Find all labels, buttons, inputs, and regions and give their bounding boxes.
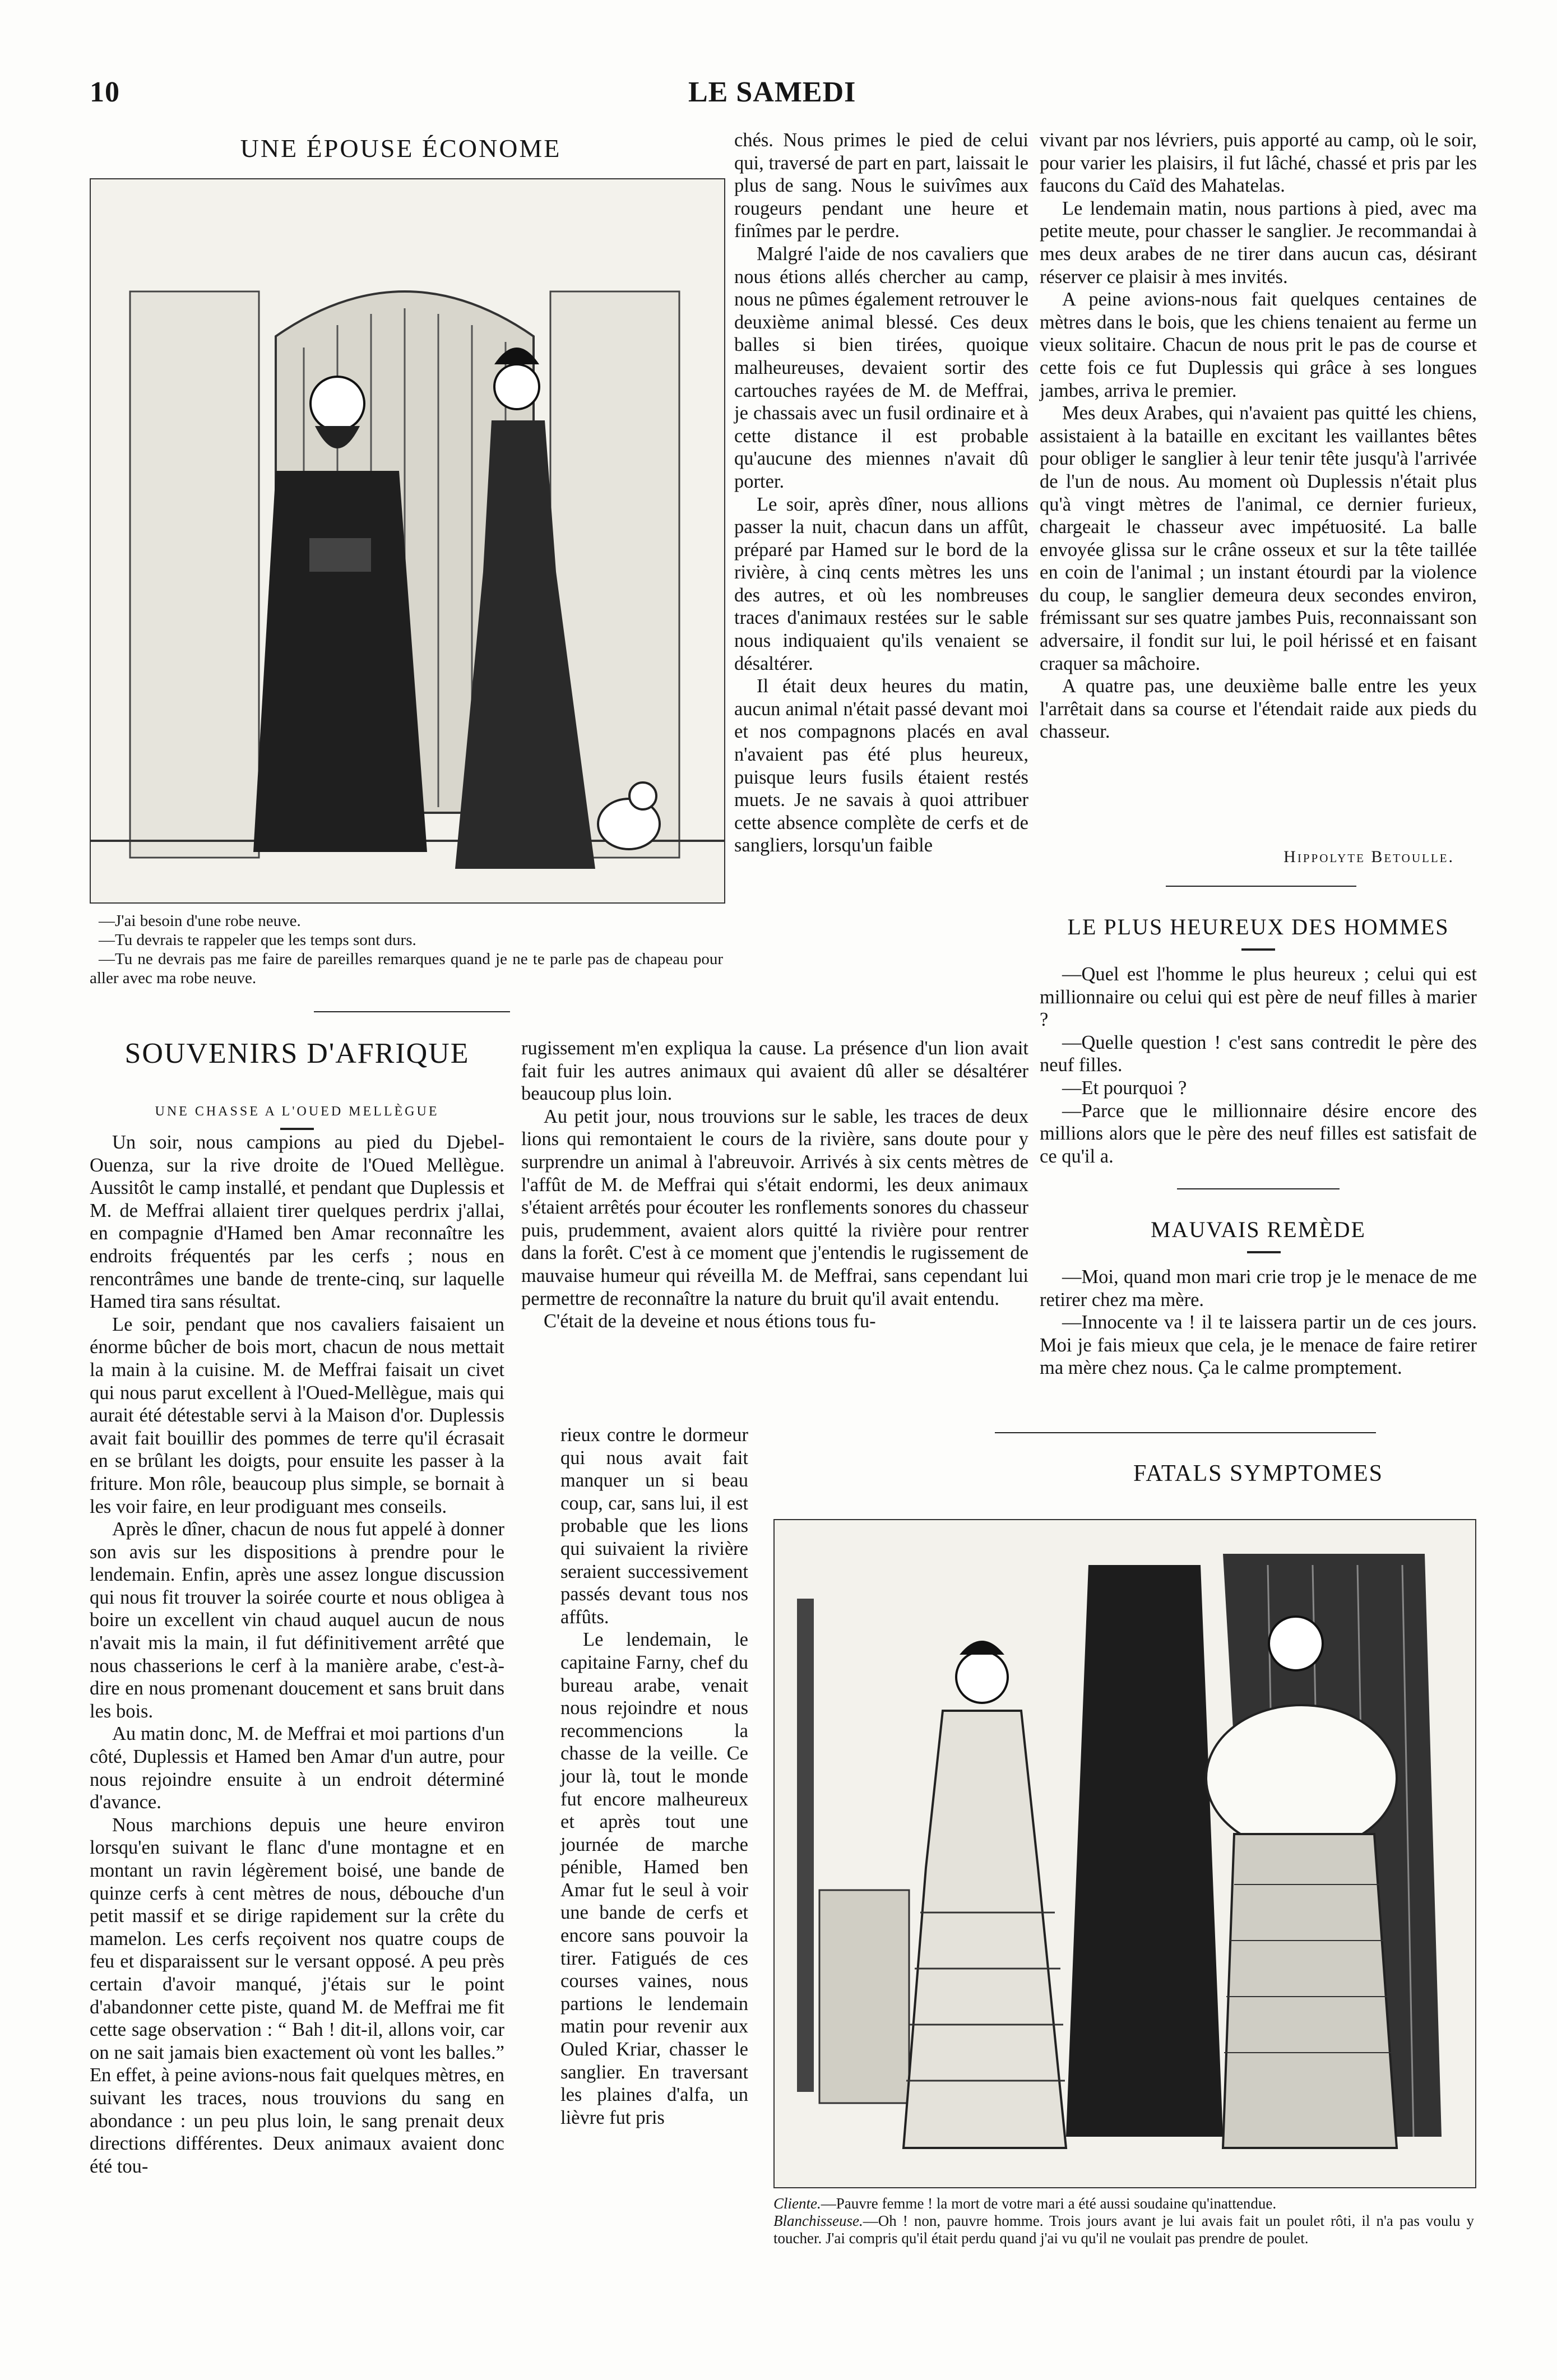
wide-paragraph-3: C'était de la deveine et nous étions tous fu- bbox=[544, 1311, 876, 1332]
caption-speaker-laundress: Blanchisseuse. bbox=[773, 2212, 863, 2229]
caption-line-laundress: —Oh ! non, pauvre homme. Trois jours avant je lui avais fait un poulet rôti, il n'a pas voulu y toucher. J'ai compris qu'il était perdu quand j'ai vu qu'il ne voulait pas prendre de poulet. bbox=[773, 2212, 1474, 2247]
fatals-caption bbox=[773, 2195, 1474, 2247]
fatals-illustration bbox=[773, 1519, 1476, 2188]
col3-paragraph-3: A peine avions-nous fait quelques centaines de mètres dans le bois, que les chiens tenaient au ferme un vieux solitaire. Chacun de nous prit le pas de course et cette fois ce fut Duplessis qui grâce à ses longues jambes, arriva le premier. bbox=[1040, 289, 1477, 401]
col3-paragraph-2: Le lendemain matin, nous partions à pied, avec ma petite meute, pour chasser le sanglier. Je recommandai à mes deux arabes de ne tirer dans aucun cas, désirant réserver ce plaisir à mes invités. bbox=[1040, 197, 1477, 288]
heureux-line-4: —Parce que le millionnaire désire encore des millions alors que le père des neuf filles est satisfait de ce qu'il a. bbox=[1040, 1100, 1477, 1167]
souvenirs-column-2-narrow bbox=[560, 1424, 748, 2129]
laundress-drawing-icon bbox=[775, 1520, 1475, 2187]
page-number: 10 bbox=[90, 76, 120, 108]
epouse-caption-line-1: —J'ai besoin d'une robe neuve. bbox=[99, 912, 301, 930]
epouse-title: UNE ÉPOUSE ÉCONOME bbox=[240, 134, 562, 163]
remede-line-1: —Moi, quand mon mari crie trop je le menace de me retirer chez ma mère. bbox=[1040, 1266, 1477, 1311]
narrow-paragraph-1: rieux contre le dormeur qui nous avait fait manquer un si beau coup, car, sans lui, il est probable que les lions qui suivaient la rivière seraient successivement passés devant tous nos affûts. bbox=[560, 1424, 748, 1628]
col3-paragraph-4: Mes deux Arabes, qui n'avaient pas quitté les chiens, assistaient à la bataille en excitant les vaillantes bêtes pour obliger le sanglier à leur tenir tête jusqu'à l'arrivée de l'un de nous. Au moment où Duplessis n'était plus qu'à vingt mètres de l'animal, ce dernier furieux, chargeait le chasseur avec impétuosité. La balle envoyée glissa sur le crâne osseux et sur la tête taillée en coin de l'animal ; un instant étourdi par la violence du coup, le sanglier demeura deux secondes environ, frémissant sur ses quatre jambes Puis, reconnaissant son adversaire, il fondit sur lui, le poil hérissé et en faisant craquer sa mâchoire. bbox=[1040, 402, 1477, 674]
heureux-title: LE PLUS HEUREUX DES HOMMES bbox=[1067, 914, 1449, 939]
heureux-body bbox=[1040, 963, 1477, 1168]
wide-paragraph-1: rugissement m'en expliqua la cause. La présence d'un lion avait fait fuir les autres animaux qui avaient dû aller se désaltérer beaucoup plus loin. bbox=[521, 1038, 1028, 1105]
epouse-caption bbox=[90, 911, 723, 988]
col2-paragraph-4: Il était deux heures du matin, aucun animal n'était passé devant moi et nos compagnons placés en aval n'avaient pas été plus heureux, puisque leurs fusils étaient restés muets. Je ne savais à quoi attribuer cette absence complète de cerfs et de sangliers, lorsqu'un faible bbox=[734, 675, 1028, 856]
author-signature: Hippolyte Betoulle. bbox=[1283, 848, 1454, 866]
epouse-caption-line-3: —Tu ne devrais pas me faire de pareilles remarques quand je ne te parle pas de chapeau pour aller avec ma robe neuve. bbox=[90, 950, 723, 987]
remede-title-rule bbox=[1247, 1251, 1281, 1253]
caption-line-client: —Pauvre femme ! la mort de votre mari a été aussi soudaine qu'inattendue. bbox=[821, 2195, 1277, 2212]
fatals-title: FATALS SYMPTOMES bbox=[1133, 1461, 1384, 1487]
divider-remede bbox=[995, 1432, 1376, 1433]
col2-paragraph-1: chés. Nous primes le pied de celui qui, traversé de part en part, laissait le plus de sang. Nous le suivîmes aux rougeurs pendant une heure et finîmes par le perdre. bbox=[734, 129, 1028, 242]
col2-paragraph-2: Malgré l'aide de nos cavaliers que nous étions allés chercher au camp, nous ne pûmes également retrouver le deuxième animal blessé. Ces deux balles si bien tirées, quoique malheureuses, devaient sortir des cartouches rayées de M. de Meffrai, je chassais avec un fusil ordinaire et à cette distance il est probable qu'aucune des miennes n'avait dû porter. bbox=[734, 243, 1028, 492]
divider-signature bbox=[1166, 886, 1356, 887]
divider-epouse bbox=[314, 1011, 510, 1012]
remede-title: MAUVAIS REMÈDE bbox=[1151, 1217, 1366, 1242]
col3-paragraph-1: vivant par nos lévriers, puis apporté au camp, où le soir, pour varier les plaisirs, il fut lâché, chassé et pris par les faucons du Caïd des Mahatelas. bbox=[1040, 129, 1477, 197]
col1-paragraph-3: Après le dîner, chacun de nous fut appelé à donner son avis sur les dispositions à prendre pour le lendemain. Enfin, après une assez longue discussion qui nous fit trouver la soirée courte et nous obligea à boire un excellent vin chaud auquel aucun de nous n'avait mis la main, il fut définitivement arrêté que nous chasserions le cerf à la manière arabe, c'est-à-dire en nous promenant doucement et sans bruit dans les bois. bbox=[90, 1518, 504, 1722]
divider-heureux bbox=[1177, 1188, 1340, 1189]
heureux-line-3: —Et pourquoi ? bbox=[1062, 1077, 1187, 1099]
col1-paragraph-2: Le soir, pendant que nos cavaliers faisaient un énorme bûcher de bois mort, chacun de nous mettait la main à la cuisine. M. de Meffrai faisait un civet qui nous parut excellent à l'Oued-Mellègue, mais qui aurait été détestable servi à la Maison d'or. Duplessis avait fait bouillir des pommes de terre qu'il écrasait en se brûlant les doigts, pour ensuite les passer à la friture. Mon rôle, beaucoup plus simple, se bornait à les voir faire, en leur prodiguant mes conseils. bbox=[90, 1313, 504, 1517]
heureux-line-1: —Quel est l'homme le plus heureux ; celui qui est millionnaire ou celui qui est père de neuf filles à marier ? bbox=[1040, 964, 1477, 1031]
souvenirs-title: SOUVENIRS D'AFRIQUE bbox=[124, 1038, 470, 1069]
couple-drawing-icon bbox=[91, 179, 724, 902]
heureux-line-2: —Quelle question ! c'est sans contredit le père des neuf filles. bbox=[1040, 1031, 1477, 1076]
remede-line-2: —Innocente va ! il te laissera partir un de ces jours. Moi je fais mieux que cela, je le menace de faire retirer ma mère chez nous. Ça le calme promptement. bbox=[1040, 1312, 1477, 1379]
souvenirs-column-1 bbox=[90, 1131, 504, 2178]
narrow-paragraph-2: Le lendemain, le capitaine Farny, chef du bureau arabe, venait nous rejoindre et nous recommencions la chasse de la veille. Ce jour là, tout le monde fut encore malheureux et après tout une journée de marche pénible, Hamed ben Amar fut le seul à voir une bande de cerfs et encore sans pouvoir la tirer. Fatigués de ces courses vaines, nous partions le lendemain matin pour revenir aux Ouled Kriar, chasser le sanglier. En traversant les plaines d'alfa, un lièvre fut pris bbox=[560, 1629, 748, 2128]
wide-paragraph-2: Au petit jour, nous trouvions sur le sable, les traces de deux lions qui remontaient le cours de la rivière, sans doute pour y surprendre un animal à l'abreuvoir. Arrivés à six cents mètres de l'affût de M. de Meffrai qui s'était endormi, les deux animaux s'étaient arrêtés pour écouter les ronflements sonores du chasseur puis, prudemment, avaient alors quitté la rivière pour rentrer dans la forêt. C'est à ce moment que j'entendis le rugissement de mauvaise humeur qui réveilla M. de Meffrai, sans cependant lui permettre de reconnaître la nature du bruit qu'il avait entendu. bbox=[521, 1105, 1028, 1309]
caption-speaker-client: Cliente. bbox=[773, 2195, 821, 2212]
remede-body bbox=[1040, 1266, 1477, 1379]
col1-paragraph-4: Au matin donc, M. de Meffrai et moi partions d'un côté, Duplessis et Hamed ben Amar d'un autre, pour nous rejoindre ensuite à un endroit déterminé d'avance. bbox=[90, 1723, 504, 1813]
heureux-title-rule bbox=[1241, 948, 1275, 951]
epouse-illustration bbox=[90, 178, 725, 904]
souvenirs-wide-flow bbox=[521, 1037, 1028, 1333]
souvenirs-subtitle: UNE CHASSE A L'OUED MELLÈGUE bbox=[155, 1104, 439, 1119]
journal-title: LE SAMEDI bbox=[688, 76, 856, 108]
col3-paragraph-5: A quatre pas, une deuxième balle entre les yeux l'arrêtait dans sa course et l'étendait raide aux pieds du chasseur. bbox=[1040, 675, 1477, 743]
col1-paragraph-5: Nous marchions depuis une heure environ lorsqu'en suivant le flanc d'une montagne et en montant un ravin légèrement boisé, une bande de quinze cerfs à cent mètres de nous, débouche d'un petit massif et se dirige rapidement sur la crête du mamelon. Les cerfs reçoivent nos quatre coups de feu et disparaissent sur le versant opposé. A peu près certain d'avoir manqué, j'étais sur le point d'abandonner cette piste, quand M. de Meffrai me fit cette sage observation : “ Bah ! dit-il, allons voir, car on ne sait jamais bien exactement où vont les balles.” En effet, à peine avions-nous fait quelques mètres, en suivant les traces, nous trouvions du sang en abondance : un peu plus loin, le sang prenait deux directions différentes. Deux animaux avaient donc été tou- bbox=[90, 1814, 504, 2177]
souvenirs-subtitle-rule bbox=[280, 1128, 314, 1130]
col1-paragraph-1: Un soir, nous campions au pied du Djebel-Ouenza, sur la rive droite de l'Oued Mellègue. Aussitôt le camp installé, et pendant que Duplessis et M. de Meffrai allaient tirer quelques perdrix j'allai, en compagnie d'Hamed ben Amar reconnaître les endroits fréquentés par les cerfs ; nous en rencontrâmes une bande de trente-cinq, sur laquelle Hamed tira sans résultat. bbox=[90, 1132, 504, 1313]
souvenirs-column-3 bbox=[1040, 129, 1477, 743]
souvenirs-column-2-top bbox=[734, 129, 1028, 857]
epouse-caption-line-2: —Tu devrais te rappeler que les temps sont durs. bbox=[99, 931, 416, 949]
col2-paragraph-3: Le soir, après dîner, nous allions passer la nuit, chacun dans un affût, préparé par Hamed sur le bord de la rivière, à cinq cents mètres les uns des autres, et où les nombreuses traces d'animaux restées sur le sable nous indiquaient qu'ils venaient se désaltérer. bbox=[734, 493, 1028, 674]
